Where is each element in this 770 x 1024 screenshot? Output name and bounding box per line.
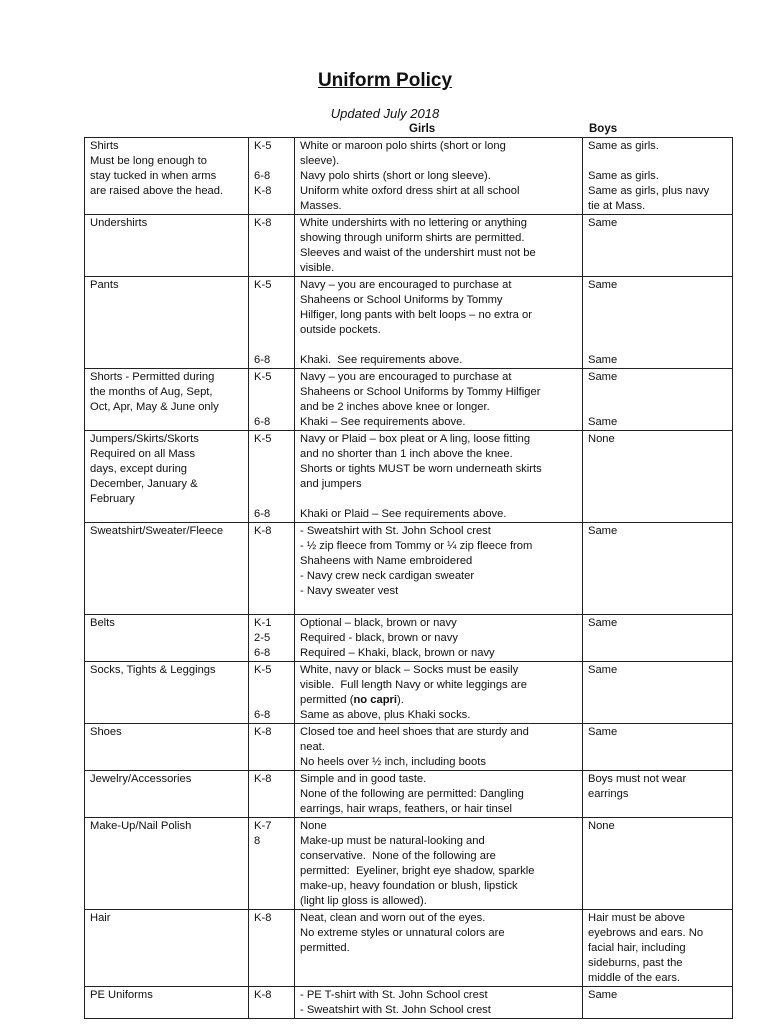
boys-cell <box>583 771 733 818</box>
grade-line: 2-5 <box>254 632 271 644</box>
girls-line: Masses. <box>300 200 342 212</box>
grade-cell <box>249 987 295 1019</box>
table-row <box>85 818 733 910</box>
boys-line: Same <box>588 525 618 537</box>
boys-line <box>588 308 727 323</box>
grade-line <box>254 492 289 507</box>
girls-line: Required - black, brown or navy <box>300 632 458 644</box>
grade-line <box>254 678 289 693</box>
girls-line: No heels over ½ inch, including boots <box>300 756 486 768</box>
girls-cell <box>295 771 583 818</box>
boys-line <box>588 154 727 169</box>
grade-line <box>254 447 289 462</box>
grade-cell <box>249 369 295 431</box>
grade-line: K-1 <box>254 617 272 629</box>
girls-line: (light lip gloss is allowed). <box>300 895 427 907</box>
item-cell <box>85 724 249 771</box>
girls-line: showing through uniform shirts are permitted. <box>300 232 525 244</box>
boys-line: Same <box>588 279 618 291</box>
boys-line: Same as girls. <box>588 140 659 152</box>
item-cell <box>85 523 249 615</box>
boys-cell <box>583 987 733 1019</box>
boys-cell <box>583 215 733 277</box>
boys-column-header: Boys <box>589 123 618 135</box>
item-cell <box>85 277 249 369</box>
grade-cell <box>249 615 295 662</box>
girls-line: Required – Khaki, black, brown or navy <box>300 647 495 659</box>
boys-cell <box>583 369 733 431</box>
permitted-suffix: ). <box>396 694 404 706</box>
grade-line: 6-8 <box>254 709 271 721</box>
boys-line: Same <box>588 664 618 676</box>
item-line: Pants <box>90 279 119 291</box>
boys-line: Same <box>588 371 618 383</box>
table-row <box>85 724 733 771</box>
item-cell <box>85 615 249 662</box>
item-line: stay tucked in when arms <box>90 170 217 182</box>
girls-cell <box>295 615 583 662</box>
girls-line: visible. <box>300 262 335 274</box>
girls-cell <box>295 369 583 431</box>
item-cell <box>85 771 249 818</box>
boys-line: facial hair, including <box>588 942 686 954</box>
boys-line <box>588 400 727 415</box>
item-cell <box>85 369 249 431</box>
girls-cell <box>295 987 583 1019</box>
girls-line: conservative. None of the following are <box>300 850 496 862</box>
grade-line <box>254 400 289 415</box>
grade-line <box>254 338 289 353</box>
girls-line: make-up, heavy foundation or blush, lipstick <box>300 880 518 892</box>
girls-line: - PE T-shirt with St. John School crest <box>300 989 488 1001</box>
table-row <box>85 431 733 523</box>
item-line: February <box>90 493 135 505</box>
girls-line: Khaki – See requirements above. <box>300 416 466 428</box>
boys-cell <box>583 818 733 910</box>
item-cell <box>85 138 249 215</box>
boys-line: None <box>588 820 615 832</box>
uniform-policy-table <box>84 137 733 1019</box>
table-row <box>85 615 733 662</box>
grade-line <box>254 154 289 169</box>
item-line: Jewelry/Accessories <box>90 773 192 785</box>
grade-cell <box>249 277 295 369</box>
girls-line: sleeve). <box>300 155 340 167</box>
girls-line: Neat, clean and worn out of the eyes. <box>300 912 486 924</box>
boys-cell <box>583 277 733 369</box>
girls-cell <box>295 523 583 615</box>
grade-line: 6-8 <box>254 647 271 659</box>
grade-line <box>254 385 289 400</box>
grade-cell <box>249 523 295 615</box>
girls-line: No extreme styles or unnatural colors are <box>300 927 505 939</box>
item-line: the months of Aug, Sept, <box>90 386 213 398</box>
girls-cell <box>295 724 583 771</box>
grade-line <box>254 308 289 323</box>
boys-line: Same as girls, plus navy <box>588 185 710 197</box>
boys-line: Same <box>588 989 618 1001</box>
boys-line: Same <box>588 416 618 428</box>
boys-line <box>588 323 727 338</box>
boys-line: eyebrows and ears. No <box>588 927 704 939</box>
girls-line: Shaheens with Name embroidered <box>300 555 473 567</box>
table-row <box>85 215 733 277</box>
item-line: Jumpers/Skirts/Skorts <box>90 433 199 445</box>
grade-line: K-5 <box>254 433 272 445</box>
item-line: Hair <box>90 912 111 924</box>
boys-line: earrings <box>588 788 629 800</box>
girls-line: Shaheens or School Uniforms by Tommy Hilfiger <box>300 386 541 398</box>
item-line: Undershirts <box>90 217 148 229</box>
item-cell <box>85 987 249 1019</box>
grade-line: K-5 <box>254 279 272 291</box>
item-cell <box>85 662 249 724</box>
girls-line <box>300 338 577 353</box>
boys-line <box>588 293 727 308</box>
item-line: days, except during <box>90 463 188 475</box>
item-line: PE Uniforms <box>90 989 153 1001</box>
grade-cell <box>249 662 295 724</box>
girls-line <box>300 599 577 614</box>
grade-cell <box>249 724 295 771</box>
permitted-text: permitted ( <box>300 694 354 706</box>
grade-line <box>254 293 289 308</box>
girls-line: permitted: Eyeliner, bright eye shadow, sparkle <box>300 865 535 877</box>
boys-cell <box>583 431 733 523</box>
girls-cell <box>295 818 583 910</box>
boys-cell <box>583 523 733 615</box>
grade-cell <box>249 431 295 523</box>
grade-line: K-5 <box>254 664 272 676</box>
girls-line: Navy polo shirts (short or long sleeve). <box>300 170 491 182</box>
girls-line: - Sweatshirt with St. John School crest <box>300 1004 491 1016</box>
table-row <box>85 523 733 615</box>
girls-cell <box>295 277 583 369</box>
girls-line: Same as above, plus Khaki socks. <box>300 709 471 721</box>
boys-cell <box>583 615 733 662</box>
girls-line <box>300 492 577 507</box>
table-row <box>85 662 733 724</box>
girls-line: Navy or Plaid – box pleat or A ling, loose fitting <box>300 433 531 445</box>
item-line: Required on all Mass <box>90 448 196 460</box>
grade-line: K-5 <box>254 140 272 152</box>
grade-line: 6-8 <box>254 416 271 428</box>
girls-line: Hilfiger, long pants with belt loops – no extra or <box>300 309 532 321</box>
boys-line: Same as girls. <box>588 170 659 182</box>
girls-line: Optional – black, brown or navy <box>300 617 457 629</box>
table-row <box>85 910 733 987</box>
grade-line: 6-8 <box>254 354 271 366</box>
girls-line: White or maroon polo shirts (short or long <box>300 140 506 152</box>
grade-line: K-5 <box>254 371 272 383</box>
girls-line: permitted. <box>300 942 350 954</box>
girls-line: Sleeves and waist of the undershirt must not be <box>300 247 536 259</box>
boys-cell <box>583 910 733 987</box>
item-line: are raised above the head. <box>90 185 224 197</box>
girls-line: visible. Full length Navy or white leggings are <box>300 679 527 691</box>
grade-line <box>254 477 289 492</box>
grade-line: 6-8 <box>254 508 271 520</box>
girls-line: - Navy crew neck cardigan sweater <box>300 570 475 582</box>
item-line: Socks, Tights & Leggings <box>90 664 216 676</box>
table-row <box>85 369 733 431</box>
item-line: Shoes <box>90 726 122 738</box>
boys-line: Same <box>588 217 618 229</box>
girls-line: Uniform white oxford dress shirt at all school <box>300 185 520 197</box>
girls-column-header: Girls <box>409 123 436 135</box>
girls-line: and be 2 inches above knee or longer. <box>300 401 490 413</box>
item-cell <box>85 910 249 987</box>
boys-line <box>588 338 727 353</box>
boys-line: tie at Mass. <box>588 200 646 212</box>
girls-line: Make-up must be natural-looking and <box>300 835 485 847</box>
girls-line: White, navy or black – Socks must be easily <box>300 664 519 676</box>
grade-line: K-8 <box>254 185 272 197</box>
no-capri-emphasis: no capri <box>353 694 397 706</box>
grade-line: 8 <box>254 835 261 847</box>
item-cell <box>85 215 249 277</box>
table-row <box>85 771 733 818</box>
grade-line: K-8 <box>254 726 272 738</box>
table-row <box>85 277 733 369</box>
grade-line: K-8 <box>254 525 272 537</box>
boys-line: Same <box>588 617 618 629</box>
girls-cell <box>295 662 583 724</box>
item-line: Belts <box>90 617 115 629</box>
item-line: Sweatshirt/Sweater/Fleece <box>90 525 224 537</box>
item-line: Must be long enough to <box>90 155 207 167</box>
boys-line: None <box>588 433 615 445</box>
girls-line: Closed toe and heel shoes that are sturdy and <box>300 726 529 738</box>
girls-line: outside pockets. <box>300 324 381 336</box>
girls-line: Navy – you are encouraged to purchase at <box>300 279 512 291</box>
grade-line <box>254 462 289 477</box>
grade-line <box>254 693 289 708</box>
grade-line: K-8 <box>254 912 272 924</box>
girls-line: and jumpers <box>300 478 362 490</box>
girls-line <box>300 693 577 708</box>
girls-line: earrings, hair wraps, feathers, or hair tinsel <box>300 803 513 815</box>
boys-cell <box>583 138 733 215</box>
grade-cell <box>249 818 295 910</box>
grade-line: K-8 <box>254 773 272 785</box>
girls-line: and no shorter than 1 inch above the knee. <box>300 448 513 460</box>
grade-cell <box>249 771 295 818</box>
grade-line: K-7 <box>254 820 272 832</box>
item-cell <box>85 431 249 523</box>
boys-line: sideburns, past the <box>588 957 683 969</box>
girls-cell <box>295 138 583 215</box>
page-title: Uniform Policy <box>317 70 453 91</box>
item-line: Oct, Apr, May & June only <box>90 401 219 413</box>
girls-cell <box>295 431 583 523</box>
boys-line: Boys must not wear <box>588 773 687 785</box>
girls-line: Shaheens or School Uniforms by Tommy <box>300 294 503 306</box>
girls-line: None <box>300 820 327 832</box>
grade-line: 6-8 <box>254 170 271 182</box>
boys-line: Hair must be above <box>588 912 686 924</box>
girls-line: - Navy sweater vest <box>300 585 399 597</box>
grade-cell <box>249 910 295 987</box>
girls-line: Khaki or Plaid – See requirements above. <box>300 508 507 520</box>
grade-line: K-8 <box>254 217 272 229</box>
item-line: December, January & <box>90 478 198 490</box>
table-row <box>85 987 733 1019</box>
girls-line: neat. <box>300 741 325 753</box>
girls-line: None of the following are permitted: Dangling <box>300 788 524 800</box>
girls-line: - Sweatshirt with St. John School crest <box>300 525 491 537</box>
grade-line <box>254 323 289 338</box>
boys-line: Same <box>588 354 618 366</box>
girls-line: - ½ zip fleece from Tommy or ¼ zip fleece from <box>300 540 533 552</box>
girls-line: Khaki. See requirements above. <box>300 354 463 366</box>
girls-cell <box>295 910 583 987</box>
item-cell <box>85 818 249 910</box>
boys-cell <box>583 662 733 724</box>
grade-cell <box>249 138 295 215</box>
boys-line: middle of the ears. <box>588 972 681 984</box>
girls-line: White undershirts with no lettering or anything <box>300 217 527 229</box>
girls-line: Navy – you are encouraged to purchase at <box>300 371 512 383</box>
girls-line: Shorts or tights MUST be worn underneath skirts <box>300 463 542 475</box>
girls-line: Simple and in good taste. <box>300 773 427 785</box>
item-line: Shirts <box>90 140 119 152</box>
boys-line: Same <box>588 726 618 738</box>
item-line: Shorts - Permitted during <box>90 371 215 383</box>
page-subtitle: Updated July 2018 <box>330 106 440 121</box>
boys-cell <box>583 724 733 771</box>
table-row <box>85 138 733 215</box>
item-line: Make-Up/Nail Polish <box>90 820 192 832</box>
girls-cell <box>295 215 583 277</box>
grade-cell <box>249 215 295 277</box>
boys-line <box>588 385 727 400</box>
grade-line: K-8 <box>254 989 272 1001</box>
